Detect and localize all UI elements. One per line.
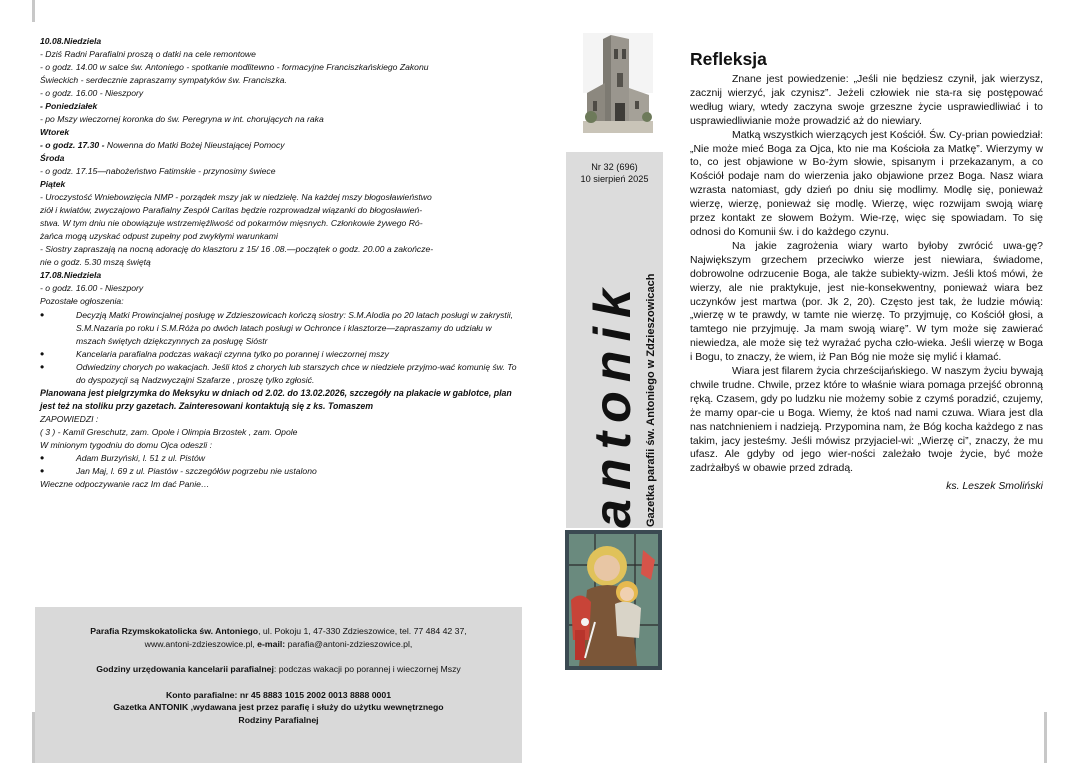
announcement-line: - po Mszy wieczornej koronka do św. Peregryna w int. chorujących na raka [40,114,324,124]
article-paragraph: Wiara jest filarem życia chrześcijańskiego. W naszym życiu bywają chwile trudne. Chwile, przez które to właśnie wiara pomaga przejść obronną ręką. Czasem, gdy po ludzku nie możemy sobie z czymś poradzić, czujemy, że mamy opar-cie u Boga. Wiemy, że ktoś nad nami czuwa. Wiara jest dla nas natchnieniem i nadzieją. Przypomina nam, że Bóg kocha każdego z nas takim, jacy jesteśmy. Jeśli mówisz przyjaciel-wi: „Wierzę ci”, znaczy, że mu ufasz. Ale gdyby od jego wier-ności zależało twoje życie, być może zadrżałbyś w obawie przed zdradą. [690,366,1043,475]
deceased-title: W minionym tygodniu do domu Ojca odeszli : [40,440,212,450]
parish-web [35,638,522,651]
announcement-day-heading: Piątek [40,179,66,189]
article-paragraph: Na jakie zagrożenia wiary warto byłoby zwrócić uwa-gę? Największym grzechem przeciwko wierze jest niewiara, świadome, dobrowolne odrzucenie Boga, ale także subiekty-wizm. Jeśli ktoś mówi, że wierzy, ale nie praktykuje, jest nie-konsekwentny, ponieważ wiara bez uczynków jest martwa (por. Jk 2, 20). Często jest tak, że ludzie mówią: „wierzę w te prawdy, w tamte nie wierzę. To przyjmuję, co Kościół głosi, a tamtego nie przyjmuję. Ja mam swoją wiarę”. W tym może się zawierać niewiedza, ale może się też wyrażać pycha czło-wieka. Jeśli wierzę w Boga i Bogu, to znaczy, że wiem, iż Pan Bóg nie może się mylić i kłamać. [690,240,1043,364]
article-title: Refleksja [690,49,767,69]
subtitle-text: Gazetka parafii św. Antoniego w Zdzieszowicach [645,273,657,527]
banns-title: ZAPOWIEDZI : [40,414,99,424]
banns-line: ( 3 ) - Kamil Greschutz, zam. Opole i Olimpia Brzostek , zam. Opole [40,427,298,437]
office-hours [35,663,522,676]
website-link[interactable]: www.antoni-zdzieszowice.pl, [144,638,258,649]
announcement-line: nie o godz. 5.30 mszą świętą [40,257,151,267]
announcement-day-heading: 17.08.Niedziela [40,270,102,280]
left-page-edge [32,0,35,22]
bank-account: Konto parafialne: nr 45 8883 1015 2002 0013 8888 0001 [165,689,392,700]
article-signature: ks. Leszek Smoliński [946,481,1043,493]
announcement-line: - o godz. 16.00 - Nieszpory [40,283,144,293]
brand-text: antonik [584,280,642,528]
announcement-line: - Uroczystość Wniebowzięcia NMP - porządek mszy jak w niedzielę. Na każdej mszy błogosławieństwo [40,192,432,202]
announcement-day-heading: - Poniedziałek [40,101,98,111]
article-column [690,48,1043,494]
announcement-text: Nowenna do Matki Bożej Nieustającej Pomocy [104,140,285,150]
email-label: e-mail: [257,638,286,649]
announcement-line [40,139,520,152]
announcement-line: - o godz. 16.00 - Nieszpory [40,88,144,98]
church-photo [583,33,653,133]
office-hours-text: : podczas wakacji po porannej i wieczornej Mszy [273,664,461,674]
announcement-day-heading: Wtorek [40,127,70,137]
publisher-note-2: Rodziny Parafialnej [238,714,319,725]
closing-prayer: Wieczne odpoczywanie racz Im dać Panie… [40,479,210,489]
article-paragraph: Matką wszystkich wierzących jest Kościół. Św. Cy-prian powiedział: „Nie może mieć Boga za Ojca, kto nie ma Kościoła za Matkę”. Wierzymy w to, co jest objawione w Bo-żym słowie, spisanym i przekazanym, a co Kościół podaje nam do wierzenia jako objawione przez Boga. Nasz wiara wzrasta natomiast, gdy dzień po dniu się modlimy. Modlę się, ponieważ wierzę, wierzę, ponieważ się modlę. Wierzę, więc rozwijam swoją wiarę przez kontakt ze słowem Bożym. Wie-rzę, więc się spowiadam. To się odnosi do Komunii św. i do każdego czynu. [690,129,1043,238]
brand-subtitle [634,210,662,530]
issue-date: 10 sierpień 2025 [580,174,649,184]
parish-name: Parafia Rzymskokatolicka św. Antoniego [90,626,259,636]
announcement-line: 10.08.Niedziela [40,36,102,46]
publisher-note: Gazetka ANTONIK ,wydawana jest przez parafię i służy do użytku wewnętrznego [113,702,444,712]
brand-title [584,210,642,530]
announcement-line: Pozostałe ogłoszenia: [40,296,124,306]
issue-info [566,161,663,185]
announcement-day-heading: Środa [40,153,65,163]
parish-contact-box [35,607,522,763]
email-link[interactable]: parafia@antoni-zdzieszowice.pl, [285,638,413,649]
list-item: • Odwiedziny chorych po wakacjach. Jeśli ktoś z chorych lub starszych chce w niedziele przyjmo-wać komunię św. To do dyspozycji są Nadzwyczajni Szafarze , proszę tylko zgłosić. [40,361,520,387]
address-text: , ul. Pokoju 1, 47-330 Zdzieszowice, tel. 77 484 42 37, [258,626,467,636]
announcement-line: - Dziś Radni Parafialni proszą o datki na cele remontowe [40,49,256,59]
list-item: • Decyzją Matki Prowincjalnej posługę w Zdzieszowicach kończą siostry: S.M.Alodia po 20 latach posługi w zakrystii, S.M.Nazaria po roku i S.M.Róża po dwóch latach posługi w Ochronce i klasztorze—zapraszamy do udziału w mszach świętych dziękczynnych za posługę Sióstr [40,309,520,348]
announcement-line: - o godz. 14.00 w salce św. Antoniego - spotkanie modlitewno - formacyjne Franciszkańskiego Zakonu [40,62,429,72]
announcement-line: Świeckich - serdecznie zapraszamy sympatyków św. Franciszka. [40,75,287,85]
parish-address [35,625,522,638]
announcement-line: żańca mogą uzyskać odpust zupełny pod zwykłymi warunkami [40,231,278,241]
issue-number: Nr 32 (696) [591,162,638,172]
announcement-line: stwa. W tym dniu nie obowiązuje wstrzemięźliwość od pokarmów mięsnych. Członkowie żywego Ró- [40,218,423,228]
announcement-line: - Siostry zapraszają na nocną adorację do klasztoru z 15/ 16 .08.—początek o godz. 20.00 a zakończe- [40,244,434,254]
list-item: • Kancelaria parafialna podczas wakacji czynna tylko po porannej i wieczornej mszy [40,348,520,361]
right-page-edge [1044,712,1047,763]
announcement-line: - o godz. 17.15—nabożeństwo Fatimskie - przynosimy świece [40,166,276,176]
announcement-time: - o godz. 17.30 - [40,140,105,150]
list-item: • Adam Burzyński, l. 51 z ul. Pistów [40,452,520,465]
article-paragraph: Znane jest powiedzenie: „Jeśli nie będziesz czynił, jak wierzysz, zacznij wierzyć, jak czynisz”. Jeżeli człowiek nie sta-ra się postępować według wiary, wtedy zaczyna swoje grzeszne życie usprawiedliwiać i to usprawiedliwianie może prowadzić aż do niewiary. [690,74,1043,127]
list-item: • Jan Maj, l. 69 z ul. Piastów - szczegółów pogrzebu nie ustalono [40,465,520,478]
announcement-line: ziół i kwiatów, zwyczajowo Parafialny Zespół Caritas będzie rozprowadzał wiązanki do błogosławień- [40,205,423,215]
announcements-column [40,35,520,491]
office-hours-label: Godziny urzędowania kancelarii parafialnej [96,664,274,674]
saint-anthony-image [565,530,662,670]
pilgrimage-notice: Planowana jest pielgrzymka do Meksyku w dniach od 2.02. do 13.02.2026, szczegóły na plakacie w gablotce, plan jest też na stoliku przy gazetach. Zainteresowani kontaktują się z ks. Tomaszem [40,388,512,411]
